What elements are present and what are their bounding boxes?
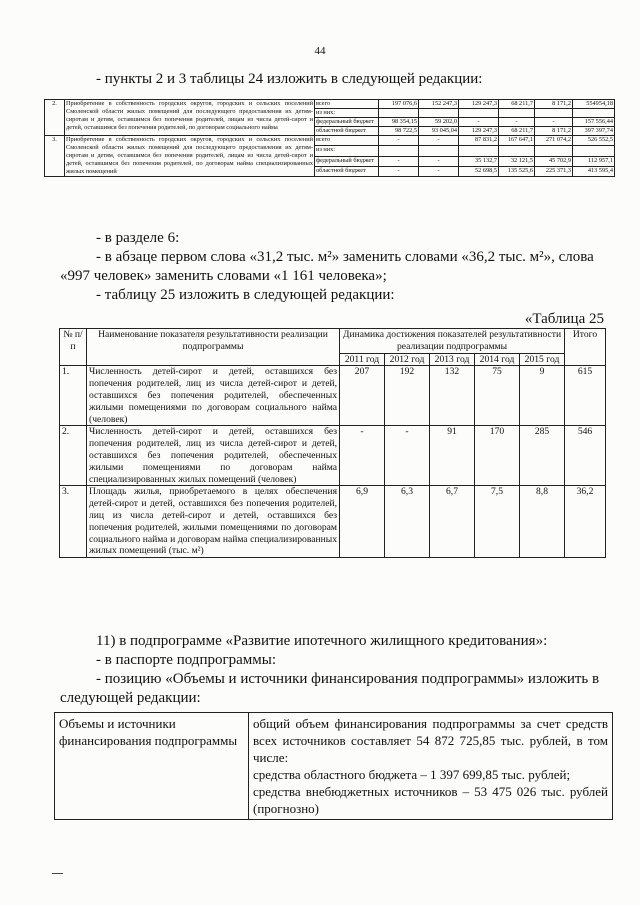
t25-value: 192 — [385, 366, 430, 426]
t25-year-2012: 2012 год — [385, 353, 430, 366]
t24-value: 98 722,5 — [379, 127, 419, 136]
section11-line2: - в паспорте подпрограммы: — [96, 652, 277, 668]
t24-value: 554954,18 — [573, 100, 615, 109]
t24-value: - — [499, 118, 535, 127]
t25-value: 8,8 — [520, 486, 565, 558]
section11-line4: следующей редакции: — [60, 690, 201, 706]
t25-value: 6,7 — [430, 486, 475, 558]
t24-value: - — [379, 166, 419, 176]
page-number: 44 — [314, 45, 326, 57]
t24-value — [379, 109, 419, 118]
t25-value: 6,3 — [385, 486, 430, 558]
t24-row-num: 2. — [45, 100, 65, 136]
table-24-body — [45, 100, 615, 177]
t24-value: 59 202,0 — [419, 118, 459, 127]
t24-source-label: федеральный бюджет — [315, 118, 379, 127]
t25-row-num: 1. — [60, 366, 87, 426]
t24-value: 135 525,6 — [499, 166, 535, 176]
passport-table — [54, 712, 613, 820]
t24-value: - — [535, 118, 573, 127]
t24-value: 35 132,7 — [459, 156, 499, 166]
t25-row-name: Численность детей-сирот и детей, оставшихся без попечения родителей, лиц из числа детей-сирот и детей, оставшихся без попечения родителей, обеспеченных жилыми помещениями по договорам найма специализированных жилых помещений (человек) — [87, 426, 340, 486]
t24-source-label: областной бюджет — [315, 166, 379, 176]
t24-row — [45, 100, 615, 109]
t25-value: 170 — [475, 426, 520, 486]
t24-value: 45 702,9 — [535, 156, 573, 166]
t24-value: - — [379, 156, 419, 166]
t25-year-2015: 2015 год — [520, 353, 565, 366]
t24-value: 526 552,5 — [573, 136, 615, 146]
t24-value: 68 211,7 — [499, 127, 535, 136]
t24-value — [419, 109, 459, 118]
t24-source-label: федеральный бюджет — [315, 156, 379, 166]
t24-value: 271 074,2 — [535, 136, 573, 146]
passport-content — [249, 713, 613, 820]
t24-value — [573, 146, 615, 156]
t24-value: 93 045,04 — [419, 127, 459, 136]
t25-value: 207 — [340, 366, 385, 426]
t25-row — [60, 486, 606, 558]
table-24 — [44, 99, 615, 177]
t25-value: 75 — [475, 366, 520, 426]
t25-row — [60, 426, 606, 486]
t24-row-name: Приобретение в собственность городских округов, городских и сельских поселений Смоленской области жилых помещений для последующего предоставления их детям-сиротам и детям, оставшимся без попечения родителей, лицам из числа детей-сирот и детей, оставшимся без попечения родителей, по договорам найма специализированных жилых помещений — [66, 136, 313, 175]
t24-value: 397 397,74 — [573, 127, 615, 136]
t25-value: 7,5 — [475, 486, 520, 558]
t24-value: 167 647,1 — [499, 136, 535, 146]
passport-line-regional: средства областного бюджета – 1 397 699,85 тыс. рублей; — [253, 767, 571, 782]
t24-row-name: Приобретение в собственность городских округов, городских и сельских поселений Смоленской области жилых помещений для последующего предоставления их детям-сиротам и детям, оставшимся без попечения родителей, лицам из числа детей-сирот и детей, оставшимся без попечения родителей, по договорам социального найма — [65, 100, 315, 136]
t24-value: - — [419, 136, 459, 146]
footer-dash — [52, 873, 63, 874]
intro-line: - пункты 2 и 3 таблицы 24 изложить в следующей редакции: — [96, 71, 483, 87]
t25-year-2011: 2011 год — [340, 353, 385, 366]
passport-label: Объемы и источники финансирования подпрограммы — [55, 713, 249, 820]
t25-row-name: Площадь жилья, приобретаемого в целях обеспечения детей-сирот и детей, оставшихся без попечения родителей, лиц из числа детей-сирот и детей, оставшихся без попечения родителей, жилыми помещениями по договорам социального найма и договорам найма специализированных жилых помещений (тыс. м²) — [87, 486, 340, 558]
t24-value: - — [379, 136, 419, 146]
t25-header-name: Наименование показателя результативности реализации подпрограммы — [87, 329, 340, 366]
t25-header-dynamics: Динамика достижения показателей результативности реализации подпрограммы — [340, 329, 565, 354]
section6-line3: «997 человек» заменить словами «1 161 человека»; — [60, 268, 387, 284]
t25-value: - — [385, 426, 430, 486]
t24-value — [459, 146, 499, 156]
t24-value: - — [459, 118, 499, 127]
t25-value: 6,9 — [340, 486, 385, 558]
t24-value: 8 171,2 — [535, 127, 573, 136]
t25-header-total: Итого — [565, 329, 606, 366]
section11-line1: 11) в подпрограмме «Развитие ипотечного жилищного кредитования»: — [96, 633, 548, 649]
table25-label: «Таблица 25 — [524, 311, 604, 327]
t24-value: - — [419, 156, 459, 166]
t24-value: 413 595,4 — [573, 166, 615, 176]
t25-value: 9 — [520, 366, 565, 426]
t24-row-num: 3. — [45, 136, 65, 177]
t24-value — [419, 146, 459, 156]
t25-total: 615 — [565, 366, 606, 426]
t25-value: 91 — [430, 426, 475, 486]
t24-value — [379, 146, 419, 156]
t24-source-label: всего — [315, 100, 379, 109]
t24-value: - — [419, 166, 459, 176]
t24-value: 112 957,1 — [573, 156, 615, 166]
t25-value: 285 — [520, 426, 565, 486]
t24-source-label: областной бюджет — [315, 127, 379, 136]
t24-value — [535, 109, 573, 118]
t25-total: 546 — [565, 426, 606, 486]
t24-row — [45, 136, 615, 146]
t24-value — [459, 109, 499, 118]
t24-source-label: из них: — [315, 146, 379, 156]
t24-value: 129 247,3 — [459, 100, 499, 109]
passport-line-total: общий объем финансирования подпрограммы за счет средств всех источников составляет 54 872 725,85 тыс. рублей, в том числе: — [253, 716, 608, 765]
t24-value — [499, 109, 535, 118]
t24-value: 68 211,7 — [499, 100, 535, 109]
t25-year-2013: 2013 год — [430, 353, 475, 366]
passport-line-extrabudget: средства внебюджетных источников – 53 475 026 тыс. рублей (прогнозно) — [253, 784, 608, 816]
section11-line3: - позицию «Объемы и источники финансирования подпрограммы» изложить в — [96, 671, 600, 687]
t25-value: 132 — [430, 366, 475, 426]
t24-value: 129 247,3 — [459, 127, 499, 136]
table-25 — [59, 328, 606, 558]
section6-line4: - таблицу 25 изложить в следующей редакции: — [96, 287, 395, 303]
t24-value: 32 121,5 — [499, 156, 535, 166]
table-25-body — [60, 366, 606, 558]
t24-value — [499, 146, 535, 156]
t24-value: 8 171,2 — [535, 100, 573, 109]
t25-total: 36,2 — [565, 486, 606, 558]
t25-header-num: № п/п — [60, 329, 87, 366]
t24-source-label: всего — [315, 136, 379, 146]
t24-value: 197 076,6 — [379, 100, 419, 109]
t25-year-2014: 2014 год — [475, 353, 520, 366]
t25-row-num: 3. — [60, 486, 87, 558]
t24-value: 157 556,44 — [573, 118, 615, 127]
section6-line1: - в разделе 6: — [96, 230, 180, 246]
t24-value: 98 354,15 — [379, 118, 419, 127]
t25-row — [60, 366, 606, 426]
t24-value: 52 698,5 — [459, 166, 499, 176]
t24-value — [573, 109, 615, 118]
t25-row-name: Численность детей-сирот и детей, оставшихся без попечения родителей, лиц из числа детей-сирот и детей, оставшихся без попечения родителей, обеспеченных жилыми помещениями по договорам социального найма (человек) — [87, 366, 340, 426]
t24-value: 152 247,3 — [419, 100, 459, 109]
t25-value: - — [340, 426, 385, 486]
t24-value: 87 831,2 — [459, 136, 499, 146]
t24-value — [535, 146, 573, 156]
t25-row-num: 2. — [60, 426, 87, 486]
section6-line2: - в абзаце первом слова «31,2 тыс. м²» заменить словами «36,2 тыс. м²», слова — [96, 249, 594, 265]
t24-value: 225 371,3 — [535, 166, 573, 176]
t24-source-label: из них: — [315, 109, 379, 118]
